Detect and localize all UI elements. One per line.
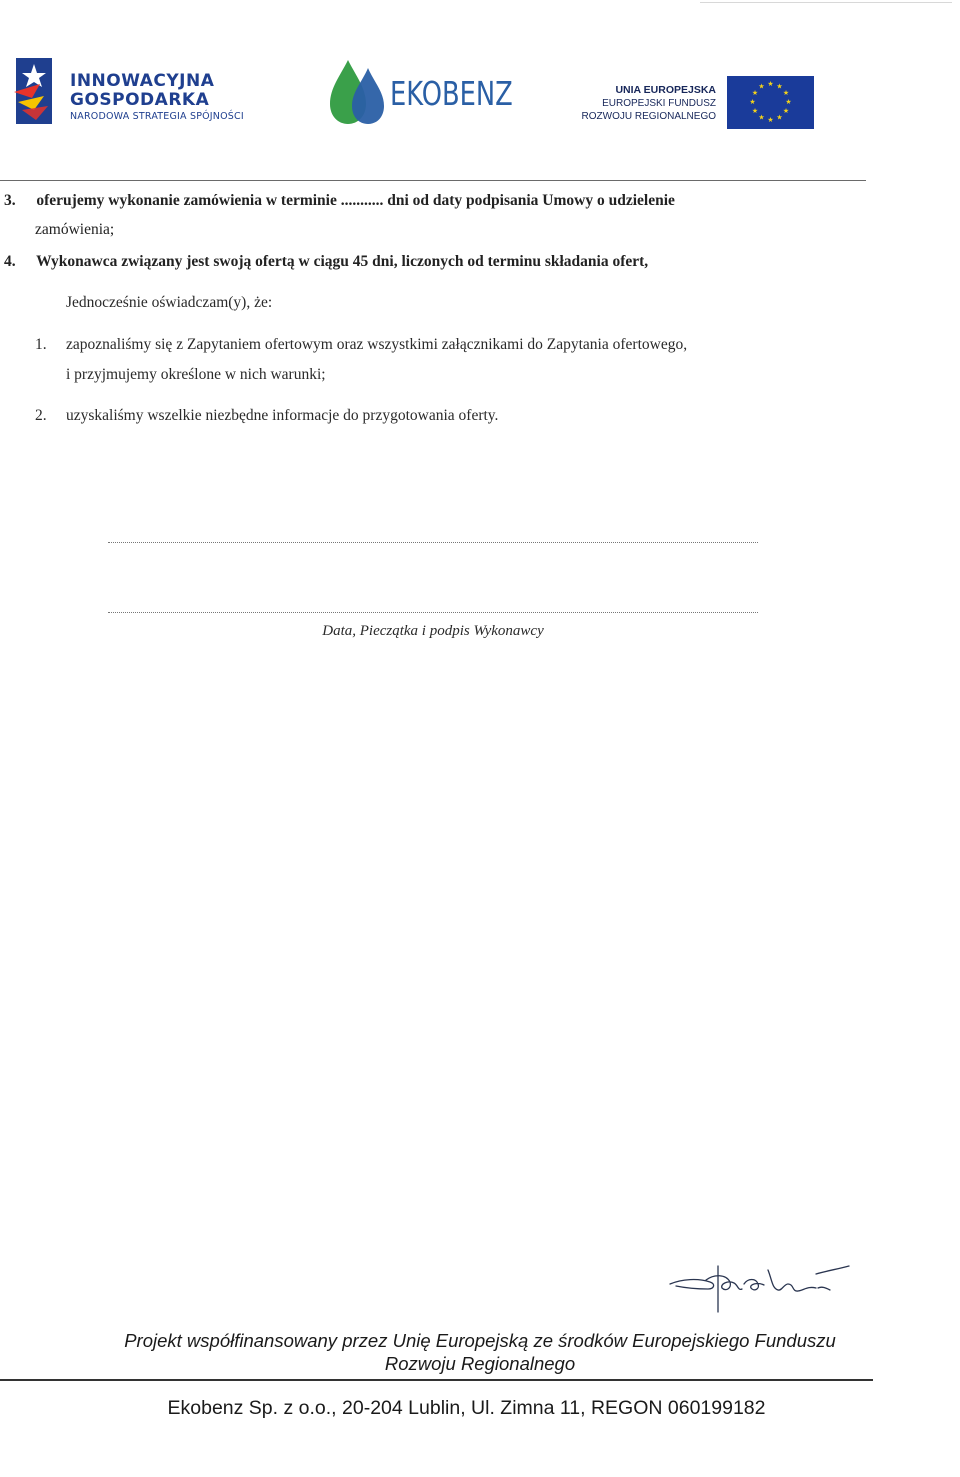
- logo-line-2: GOSPODARKA: [70, 90, 210, 110]
- company-address: Ekobenz Sp. z o.o., 20-204 Lublin, Ul. Zimna 11, REGON 060199182: [167, 1397, 766, 1419]
- eu-line-2: EUROPEJSKI FUNDUSZ: [602, 98, 716, 109]
- item-3-number: 3.: [4, 192, 16, 209]
- svg-text:★: ★: [758, 113, 765, 122]
- svg-text:★: ★: [749, 98, 756, 106]
- svg-text:★: ★: [782, 89, 790, 97]
- scan-edge-line: [700, 2, 952, 3]
- project-funding-line-2: Rozwoju Regionalnego: [384, 1353, 576, 1374]
- star-arrows-logo-icon: [14, 58, 54, 124]
- svg-text:★: ★: [767, 80, 774, 88]
- signature-dotted-line[interactable]: [108, 612, 758, 613]
- eu-flag-icon: [727, 76, 814, 129]
- svg-text:★: ★: [776, 113, 783, 122]
- svg-text:★: ★: [751, 89, 759, 97]
- logo-line-3: NARODOWA STRATEGIA SPÓJNOŚCI: [70, 111, 244, 122]
- eu-line-3: ROZWOJU REGIONALNEGO: [581, 111, 716, 122]
- footer-divider: [0, 1379, 873, 1381]
- twin-drops-logo-icon: [326, 58, 388, 126]
- svg-text:★: ★: [785, 98, 792, 106]
- item-4-text: Wykonawca związany jest swoją ofertą w ciągu 45 dni, liczonych od terminu składania ofert,: [36, 253, 649, 270]
- signature-caption: Data, Pieczątka i podpis Wykonawcy: [322, 623, 544, 639]
- declaration-1-line-1: zapoznaliśmy się z Zapytaniem ofertowym oraz wszystkimi załącznikami do Zapytania ofertowego,: [66, 336, 688, 353]
- handwritten-signature-icon: [668, 1258, 850, 1314]
- svg-text:★: ★: [758, 82, 765, 91]
- svg-text:★: ★: [751, 107, 759, 115]
- header-divider: [0, 180, 866, 181]
- svg-text:★: ★: [776, 82, 783, 91]
- item-3-blank-days[interactable]: ...........: [340, 192, 384, 209]
- item-3-text-after: dni od daty podpisania Umowy o udzielenie: [387, 192, 675, 209]
- declaration-2-text: uzyskaliśmy wszelkie niezbędne informacje do przygotowania oferty.: [66, 407, 499, 424]
- item-3-text-before: oferujemy wykonanie zamówienia w terminie: [36, 192, 337, 209]
- svg-text:★: ★: [782, 107, 790, 115]
- ekobenz-logo-text: EKOBENZ: [390, 74, 513, 113]
- item-4-number: 4.: [4, 253, 16, 270]
- item-3-continuation: zamówienia;: [35, 221, 115, 238]
- eu-fund-label: [582, 84, 716, 123]
- declaration-1-line-2: i przyjmujemy określone w nich warunki;: [66, 366, 326, 383]
- innowacyjna-gospodarka-logo: [70, 72, 244, 124]
- declaration-2-number: 2.: [35, 407, 47, 424]
- project-funding-line-1: Projekt współfinansowany przez Unię Europejską ze środków Europejskiego Funduszu: [124, 1330, 836, 1351]
- item-3: [4, 192, 864, 210]
- declaration-1-number: 1.: [35, 336, 47, 353]
- declaration-intro: Jednocześnie oświadczam(y), że:: [66, 294, 273, 311]
- logo-line-1: INNOWACYJNA: [70, 71, 215, 91]
- eu-line-1: UNIA EUROPEJSKA: [615, 84, 716, 96]
- date-dotted-line[interactable]: [108, 542, 758, 543]
- item-4: [4, 253, 864, 271]
- svg-text:★: ★: [767, 116, 774, 124]
